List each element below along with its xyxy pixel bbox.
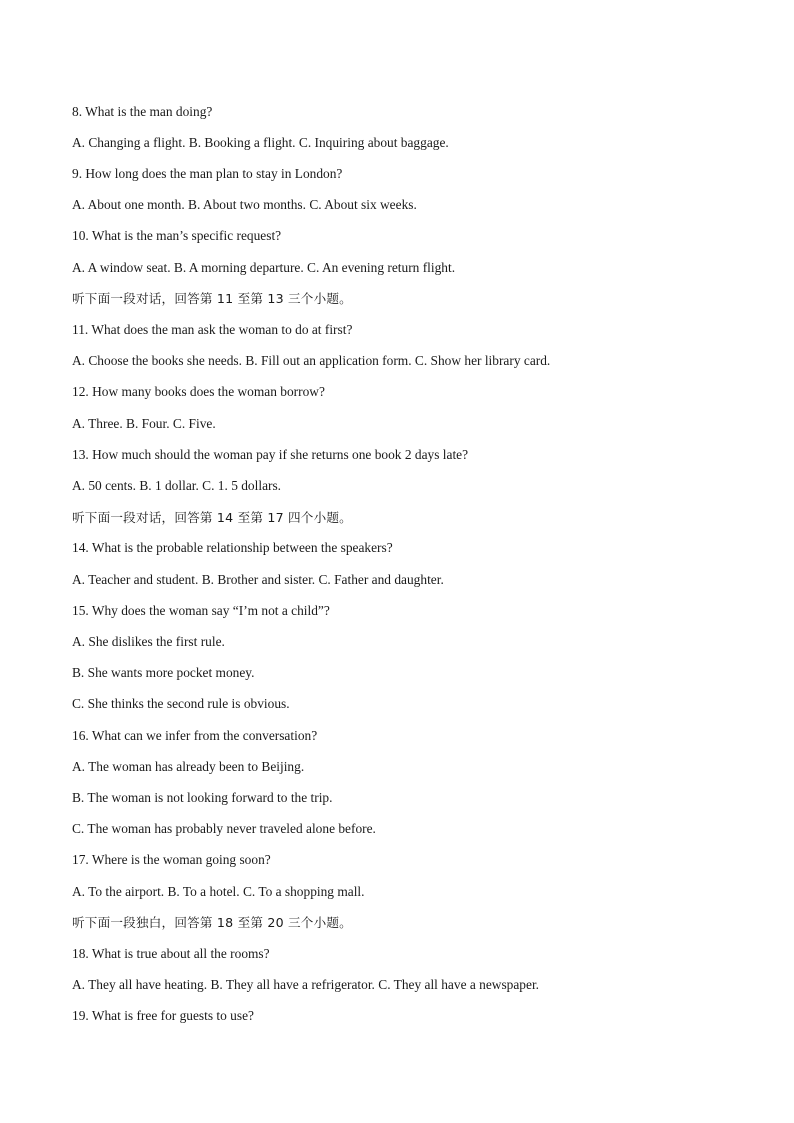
option-15c: C. She thinks the second rule is obvious. <box>72 696 290 711</box>
question-15: 15. Why does the woman say “I’m not a child”? <box>72 603 330 618</box>
option-15a: A. She dislikes the first rule. <box>72 634 225 649</box>
section-instruction-14-17: 听下面一段对话，回答第 14 至第 17 四个小题。 <box>72 510 352 525</box>
option-16a: A. The woman has already been to Beijing. <box>72 759 305 774</box>
question-19: 19. What is free for guests to use? <box>72 1008 254 1023</box>
option-16b: B. The woman is not looking forward to the trip. <box>72 790 333 805</box>
options-17: A. To the airport. B. To a hotel. C. To a shopping mall. <box>72 884 365 899</box>
question-14: 14. What is the probable relationship between the speakers? <box>72 540 393 555</box>
options-12: A. Three. B. Four. C. Five. <box>72 416 216 431</box>
options-13: A. 50 cents. B. 1 dollar. C. 1. 5 dollars. <box>72 478 282 493</box>
options-14: A. Teacher and student. B. Brother and sister. C. Father and daughter. <box>72 572 444 587</box>
question-11: 11. What does the man ask the woman to do at first? <box>72 322 353 337</box>
options-18: A. They all have heating. B. They all have a refrigerator. C. They all have a newspaper. <box>72 977 540 992</box>
option-15b: B. She wants more pocket money. <box>72 665 255 680</box>
question-12: 12. How many books does the woman borrow? <box>72 384 325 399</box>
question-8: 8. What is the man doing? <box>72 104 213 119</box>
section-instruction-18-20: 听下面一段独白，回答第 18 至第 20 三个小题。 <box>72 915 352 930</box>
question-10: 10. What is the man’s specific request? <box>72 228 282 243</box>
options-11: A. Choose the books she needs. B. Fill out an application form. C. Show her library card. <box>72 353 551 368</box>
option-16c: C. The woman has probably never traveled alone before. <box>72 821 376 836</box>
options-9: A. About one month. B. About two months. C. About six weeks. <box>72 197 417 212</box>
section-instruction-11-13: 听下面一段对话，回答第 11 至第 13 三个小题。 <box>72 291 352 306</box>
options-10: A. A window seat. B. A morning departure. C. An evening return flight. <box>72 260 456 275</box>
question-17: 17. Where is the woman going soon? <box>72 852 271 867</box>
question-9: 9. How long does the man plan to stay in London? <box>72 166 343 181</box>
question-16: 16. What can we infer from the conversation? <box>72 728 318 743</box>
question-13: 13. How much should the woman pay if she returns one book 2 days late? <box>72 447 469 462</box>
options-8: A. Changing a flight. B. Booking a flight. C. Inquiring about baggage. <box>72 135 449 150</box>
question-18: 18. What is true about all the rooms? <box>72 946 270 961</box>
